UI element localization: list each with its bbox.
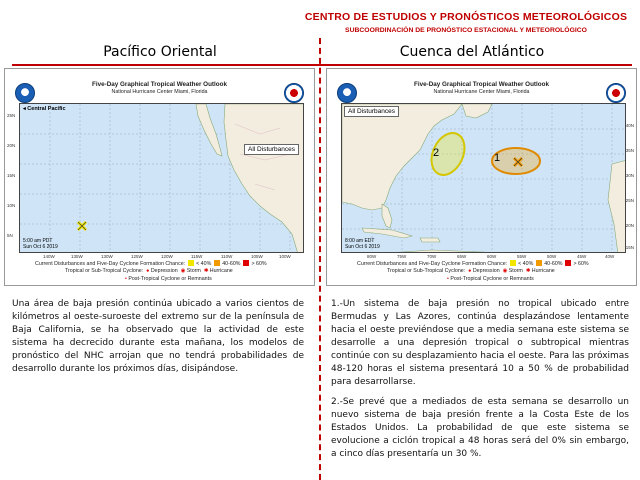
lon-label: 50W (547, 254, 557, 259)
lon-label: 125W (131, 254, 143, 259)
lat-label: 20N (625, 223, 634, 228)
lat-label: 15N (7, 173, 16, 178)
map-subtitle: National Hurricane Center Miami, Florida (111, 89, 208, 95)
map-title: Five-Day Graphical Tropical Weather Outlook (414, 81, 549, 88)
all-disturbances-button[interactable]: All Disturbances (344, 106, 399, 117)
lon-label: 135W (71, 254, 83, 259)
lon-label: 130W (101, 254, 113, 259)
lon-label: 115W (191, 254, 203, 259)
lon-label: 80W (367, 254, 377, 259)
disturbance-marker-x (76, 220, 88, 232)
lon-label: 100W (279, 254, 291, 259)
pacific-map-area (19, 103, 304, 253)
header-title: CENTRO DE ESTUDIOS Y PRONÓSTICOS METEOROLÓGICOS (304, 11, 628, 23)
column-divider (319, 38, 321, 480)
lat-label: 25N (7, 113, 16, 118)
atlantic-description-1: 1.-Un sistema de baja presión no tropical ubicado entre Bermudas y Las Azores, continúa desplazándose lentamente hacia el oeste previéndose que a media semana este sistema se desarrolle a una depresión tropical o subtropical mientras continúe con su desplazamiento hacia el oeste. Para las próximas 48-120 horas el sistema presentará 10 a 50 % de probabilidad para desarrollarse. (331, 299, 629, 387)
header-divider (12, 64, 632, 66)
lat-label: 10N (7, 203, 16, 208)
pacific-description: Una área de baja presión continúa ubicado a varios cientos de kilómetros al oeste-suroeste del extremo sur de la península de Baja California, se ha observado que la actividad de este sistema ha decrecido durante esta mañana, los modelos de pronóstico del NHC arrojan que no tendrá probabilidades de desarrollo durante los próximos días, disipándose. (12, 299, 304, 374)
pacific-outlook-map: Five-Day Graphical Tropical Weather Outlook National Hurricane Center Miami, Florida ◂ Central Pacific All Disturbances 5:00 am PDT Sun Oct 6 2019 25N 20N 15N 10N 5N 140W 135W 130W 125W 120W 115W 110W 105W 100W Current Disturbances and Five-Day Cyclone Formation Chance: < 40% 40-60% > 60% Tropical or Sub-Tropical Cyclone: ● Depression ◉ Storm ✱ Hurricane • Post-Tropical Cyclone or Remnants (4, 68, 315, 286)
lat-label: 35N (625, 148, 634, 153)
lon-label: 110W (221, 254, 233, 259)
lon-label: 65W (457, 254, 467, 259)
lon-label: 70W (427, 254, 437, 259)
atlantic-description-2: 2.-Se prevé que a mediados de esta semana se desarrollo un nuevo sistema de baja presión frente a la Costa Este de los Estados Unidos. La probabilidad de que este sistema se evolucione a ciclón tropical a 48 horas será del 0% sin embargo, a cinco días presentaría un 30 %. (331, 397, 629, 459)
lon-label: 140W (43, 254, 55, 259)
pacific-map-graphic (20, 104, 304, 253)
lon-label: 55W (517, 254, 527, 259)
atlantic-map-area (341, 103, 626, 253)
lon-label: 105W (251, 254, 263, 259)
lon-label: 40W (605, 254, 615, 259)
lat-label: 30N (625, 173, 634, 178)
atlantic-outlook-map: Five-Day Graphical Tropical Weather Outlook National Hurricane Center Miami, Florida All Disturbances 2 1 8:00 am EDT Sun Oct 6 2019 80W 75W 70W 65W 60W 55W 50W 45W 40W 40N 35N 30N 25N 20N 15N Current Disturbances and Five-Day Cyclone Formation Chance: < 40% 40-60% > 60% Tropical or Sub-Tropical Cyclone: ● Depression ◉ Storm ✱ Hurricane • Post-Tropical Cyclone or Remnants (326, 68, 637, 286)
lat-label: 5N (7, 233, 13, 238)
disturbance-label-1: 1 (494, 152, 501, 164)
disturbance-marker-x (512, 156, 524, 168)
lat-label: 25N (625, 198, 634, 203)
disturbance-label-2: 2 (433, 147, 440, 159)
map-title: Five-Day Graphical Tropical Weather Outlook (92, 81, 227, 88)
right-column-title: Cuenca del Atlántico (399, 44, 545, 60)
central-pacific-tag: ◂ Central Pacific (23, 106, 66, 112)
lon-label: 75W (397, 254, 407, 259)
lat-label: 15N (625, 245, 634, 250)
atlantic-map-graphic (342, 104, 626, 253)
left-column-title: Pacífico Oriental (103, 44, 217, 60)
lon-label: 60W (487, 254, 497, 259)
lat-label: 40N (625, 123, 634, 128)
map-subtitle: National Hurricane Center Miami, Florida (433, 89, 530, 95)
header-subtitle: SUBCOORDINACIÓN DE PRONÓSTICO ESTACIONAL Y METEOROLÓGICO (345, 27, 587, 34)
map-timestamp: 5:00 am PDT Sun Oct 6 2019 (23, 238, 58, 250)
all-disturbances-button[interactable]: All Disturbances (244, 144, 299, 155)
lat-label: 20N (7, 143, 16, 148)
map-timestamp: 8:00 am EDT Sun Oct 6 2019 (345, 238, 380, 250)
lon-label: 120W (161, 254, 173, 259)
lon-label: 45W (577, 254, 587, 259)
